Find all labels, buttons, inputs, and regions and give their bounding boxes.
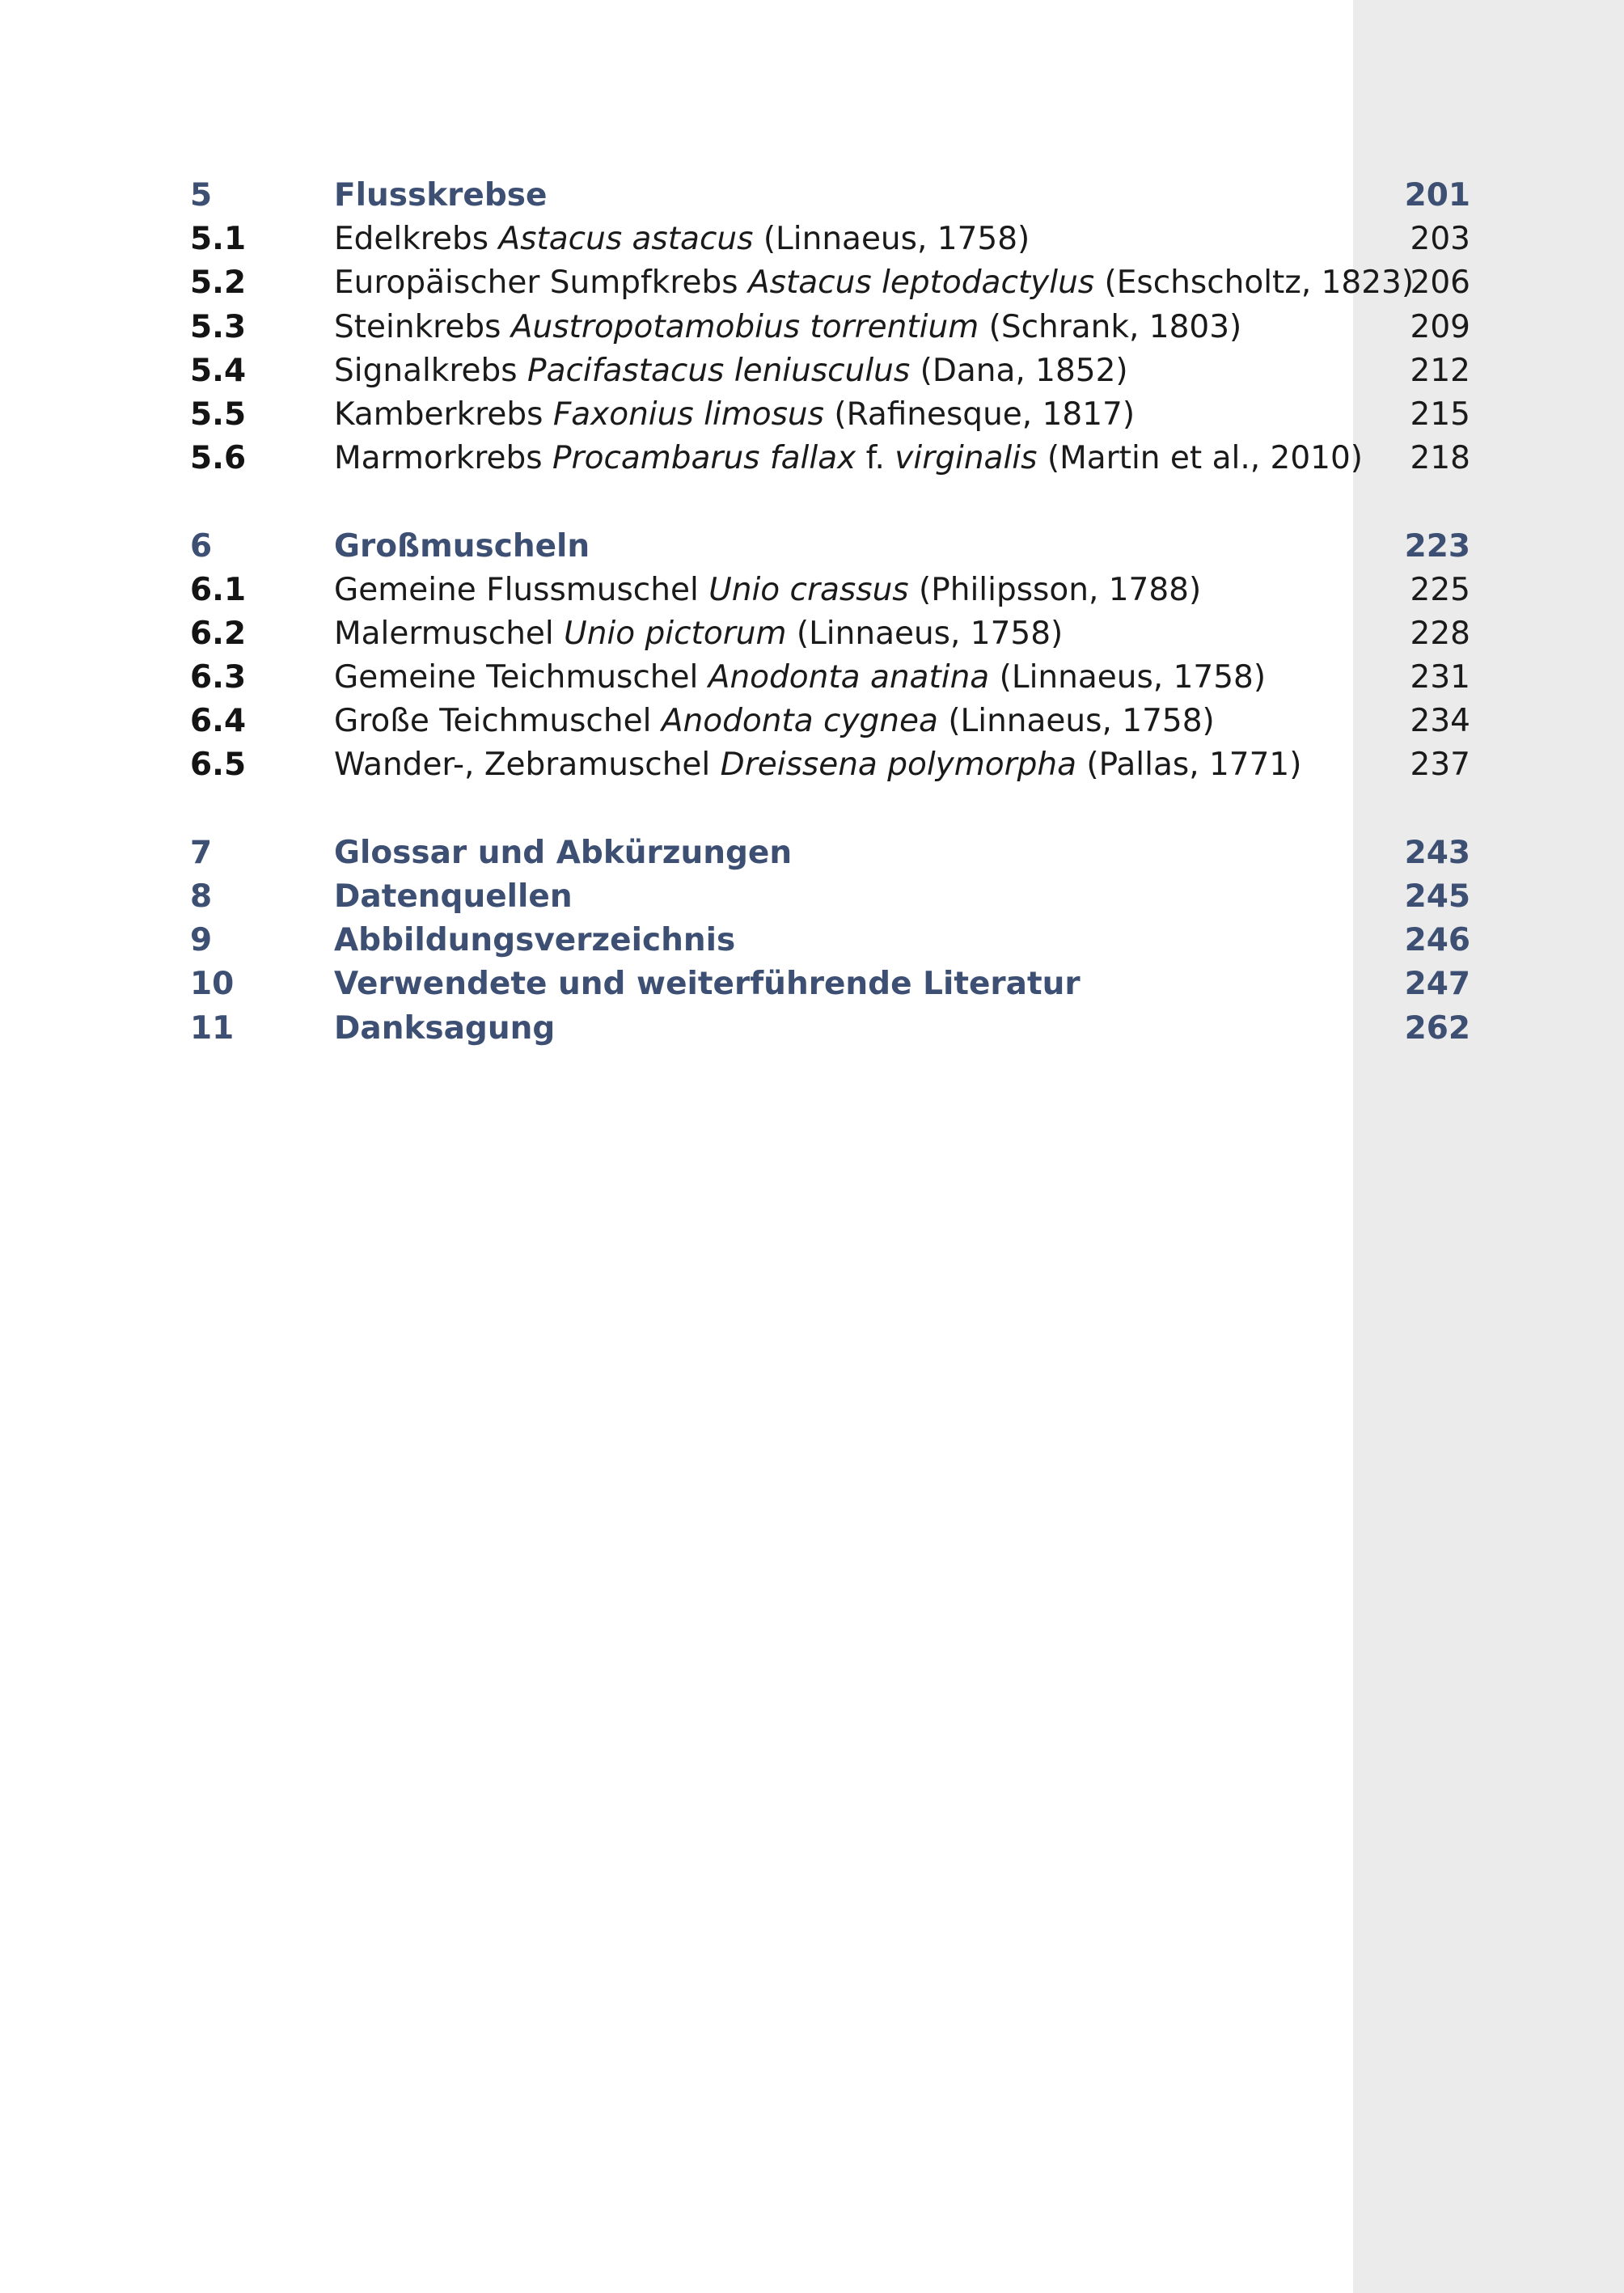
chapter-number: 9	[190, 922, 213, 959]
common-name: Gemeine Flussmuschel	[334, 571, 699, 608]
section-title	[334, 743, 1301, 787]
taxon-author: (Linnaeus, 1758)	[796, 615, 1064, 652]
taxon-author: (Linnaeus, 1758)	[999, 659, 1267, 696]
latin-name-forma: virginalis	[894, 440, 1038, 477]
section-number: 5.4	[190, 352, 247, 389]
latin-name: Anodonta cygnea	[661, 703, 938, 740]
taxon-author: (Eschscholtz, 1823)	[1104, 264, 1415, 302]
section-page-number: 231	[1410, 659, 1470, 696]
toc-section-5-5[interactable]	[0, 393, 1624, 437]
section-number: 5.5	[190, 396, 247, 433]
toc-section-5-3[interactable]	[0, 306, 1624, 349]
toc-section-5-2[interactable]	[0, 261, 1624, 305]
chapter-title: Flusskrebse	[334, 177, 548, 214]
section-page-number: 215	[1410, 396, 1470, 433]
toc-chapter-5[interactable]	[0, 174, 1624, 218]
section-title	[334, 393, 1135, 437]
section-number: 6.5	[190, 747, 247, 784]
chapter-title: Glossar und Abkürzungen	[334, 834, 793, 871]
latin-name: Faxonius limosus	[552, 396, 824, 433]
toc-section-5-6[interactable]	[0, 437, 1624, 480]
chapter-number: 8	[190, 878, 213, 915]
common-name: Kamberkrebs	[334, 396, 543, 433]
taxon-author: (Linnaeus, 1758)	[948, 703, 1215, 740]
latin-name: Unio pictorum	[564, 615, 787, 652]
section-page-number: 234	[1410, 703, 1470, 740]
toc-chapter-11[interactable]	[0, 1007, 1624, 1051]
common-name: Große Teichmuschel	[334, 703, 652, 740]
chapter-title: Danksagung	[334, 1009, 556, 1047]
chapter-number: 6	[190, 527, 213, 565]
chapter-title: Datenquellen	[334, 878, 573, 915]
chapter-page-number: 223	[1404, 527, 1470, 565]
section-title	[334, 306, 1241, 349]
chapter-number: 5	[190, 177, 213, 214]
common-name: Marmorkrebs	[334, 440, 543, 477]
taxon-author: (Dana, 1852)	[920, 352, 1128, 389]
latin-name: Anodonta anatina	[708, 659, 990, 696]
chapter-page-number: 262	[1404, 1009, 1470, 1047]
chapter-page-number: 247	[1404, 966, 1470, 1003]
latin-name: Unio crassus	[708, 571, 909, 608]
section-page-number: 228	[1410, 615, 1470, 652]
section-number: 5.2	[190, 264, 247, 302]
toc-section-6-2[interactable]	[0, 612, 1624, 656]
latin-name: Astacus leptodactylus	[747, 264, 1095, 302]
chapter-page-number: 243	[1404, 834, 1470, 871]
section-page-number: 209	[1410, 308, 1470, 345]
chapter-number: 11	[190, 1009, 235, 1047]
section-title	[334, 612, 1063, 656]
section-number: 6.1	[190, 571, 247, 608]
toc-section-6-5[interactable]	[0, 743, 1624, 787]
chapter-number: 7	[190, 834, 213, 871]
common-name: Gemeine Teichmuschel	[334, 659, 699, 696]
toc-section-6-3[interactable]	[0, 656, 1624, 700]
chapter-page-number: 201	[1404, 177, 1470, 214]
toc-chapter-9[interactable]	[0, 919, 1624, 962]
section-page-number: 237	[1410, 747, 1470, 784]
common-name: Edelkrebs	[334, 221, 489, 258]
section-title	[334, 218, 1030, 261]
latin-name: Dreissena polymorpha	[720, 747, 1077, 784]
table-of-contents	[0, 174, 1624, 1051]
taxon-author: (Pallas, 1771)	[1086, 747, 1302, 784]
toc-chapter-7[interactable]	[0, 831, 1624, 875]
chapter-title: Abbildungsverzeichnis	[334, 922, 736, 959]
chapter-title: Verwendete und weiterführende Literatur	[334, 966, 1081, 1003]
section-page-number: 203	[1410, 221, 1470, 258]
section-number: 6.2	[190, 615, 247, 652]
toc-spacer	[0, 788, 1624, 831]
toc-chapter-8[interactable]	[0, 875, 1624, 919]
chapter-title: Großmuscheln	[334, 527, 590, 565]
toc-chapter-10[interactable]	[0, 962, 1624, 1006]
toc-chapter-6[interactable]	[0, 525, 1624, 569]
section-number: 6.4	[190, 703, 247, 740]
taxon-author: (Rafinesque, 1817)	[834, 396, 1136, 433]
toc-section-5-4[interactable]	[0, 349, 1624, 393]
common-name: Steinkrebs	[334, 308, 501, 345]
common-name: Signalkrebs	[334, 352, 518, 389]
section-title	[334, 437, 1363, 480]
taxon-author: (Schrank, 1803)	[988, 308, 1242, 345]
section-title	[334, 700, 1215, 743]
section-number: 5.1	[190, 221, 247, 258]
chapter-page-number: 246	[1404, 922, 1470, 959]
common-name: Malermuschel	[334, 615, 554, 652]
section-number: 6.3	[190, 659, 247, 696]
common-name: Europäischer Sumpfkrebs	[334, 264, 738, 302]
infraspecific-rank: f.	[865, 440, 885, 477]
latin-name: Procambarus fallax	[552, 440, 856, 477]
section-title	[334, 349, 1128, 393]
chapter-number: 10	[190, 966, 235, 1003]
common-name: Wander-, Zebramuschel	[334, 747, 711, 784]
toc-spacer	[0, 480, 1624, 524]
toc-section-6-4[interactable]	[0, 700, 1624, 743]
taxon-author: (Linnaeus, 1758)	[763, 221, 1030, 258]
taxon-author: (Martin et al., 2010)	[1047, 440, 1363, 477]
toc-section-5-1[interactable]	[0, 218, 1624, 261]
chapter-page-number: 245	[1404, 878, 1470, 915]
section-page-number: 218	[1410, 440, 1470, 477]
section-number: 5.3	[190, 308, 247, 345]
toc-section-6-1[interactable]	[0, 569, 1624, 612]
section-title	[334, 569, 1201, 612]
section-number: 5.6	[190, 440, 247, 477]
latin-name: Pacifastacus leniusculus	[527, 352, 911, 389]
section-title	[334, 656, 1266, 700]
section-page-number: 225	[1410, 571, 1470, 608]
latin-name: Astacus astacus	[498, 221, 754, 258]
section-page-number: 206	[1410, 264, 1470, 302]
taxon-author: (Philipsson, 1788)	[919, 571, 1202, 608]
section-title	[334, 261, 1414, 305]
latin-name: Austropotamobius torrentium	[510, 308, 979, 345]
section-page-number: 212	[1410, 352, 1470, 389]
